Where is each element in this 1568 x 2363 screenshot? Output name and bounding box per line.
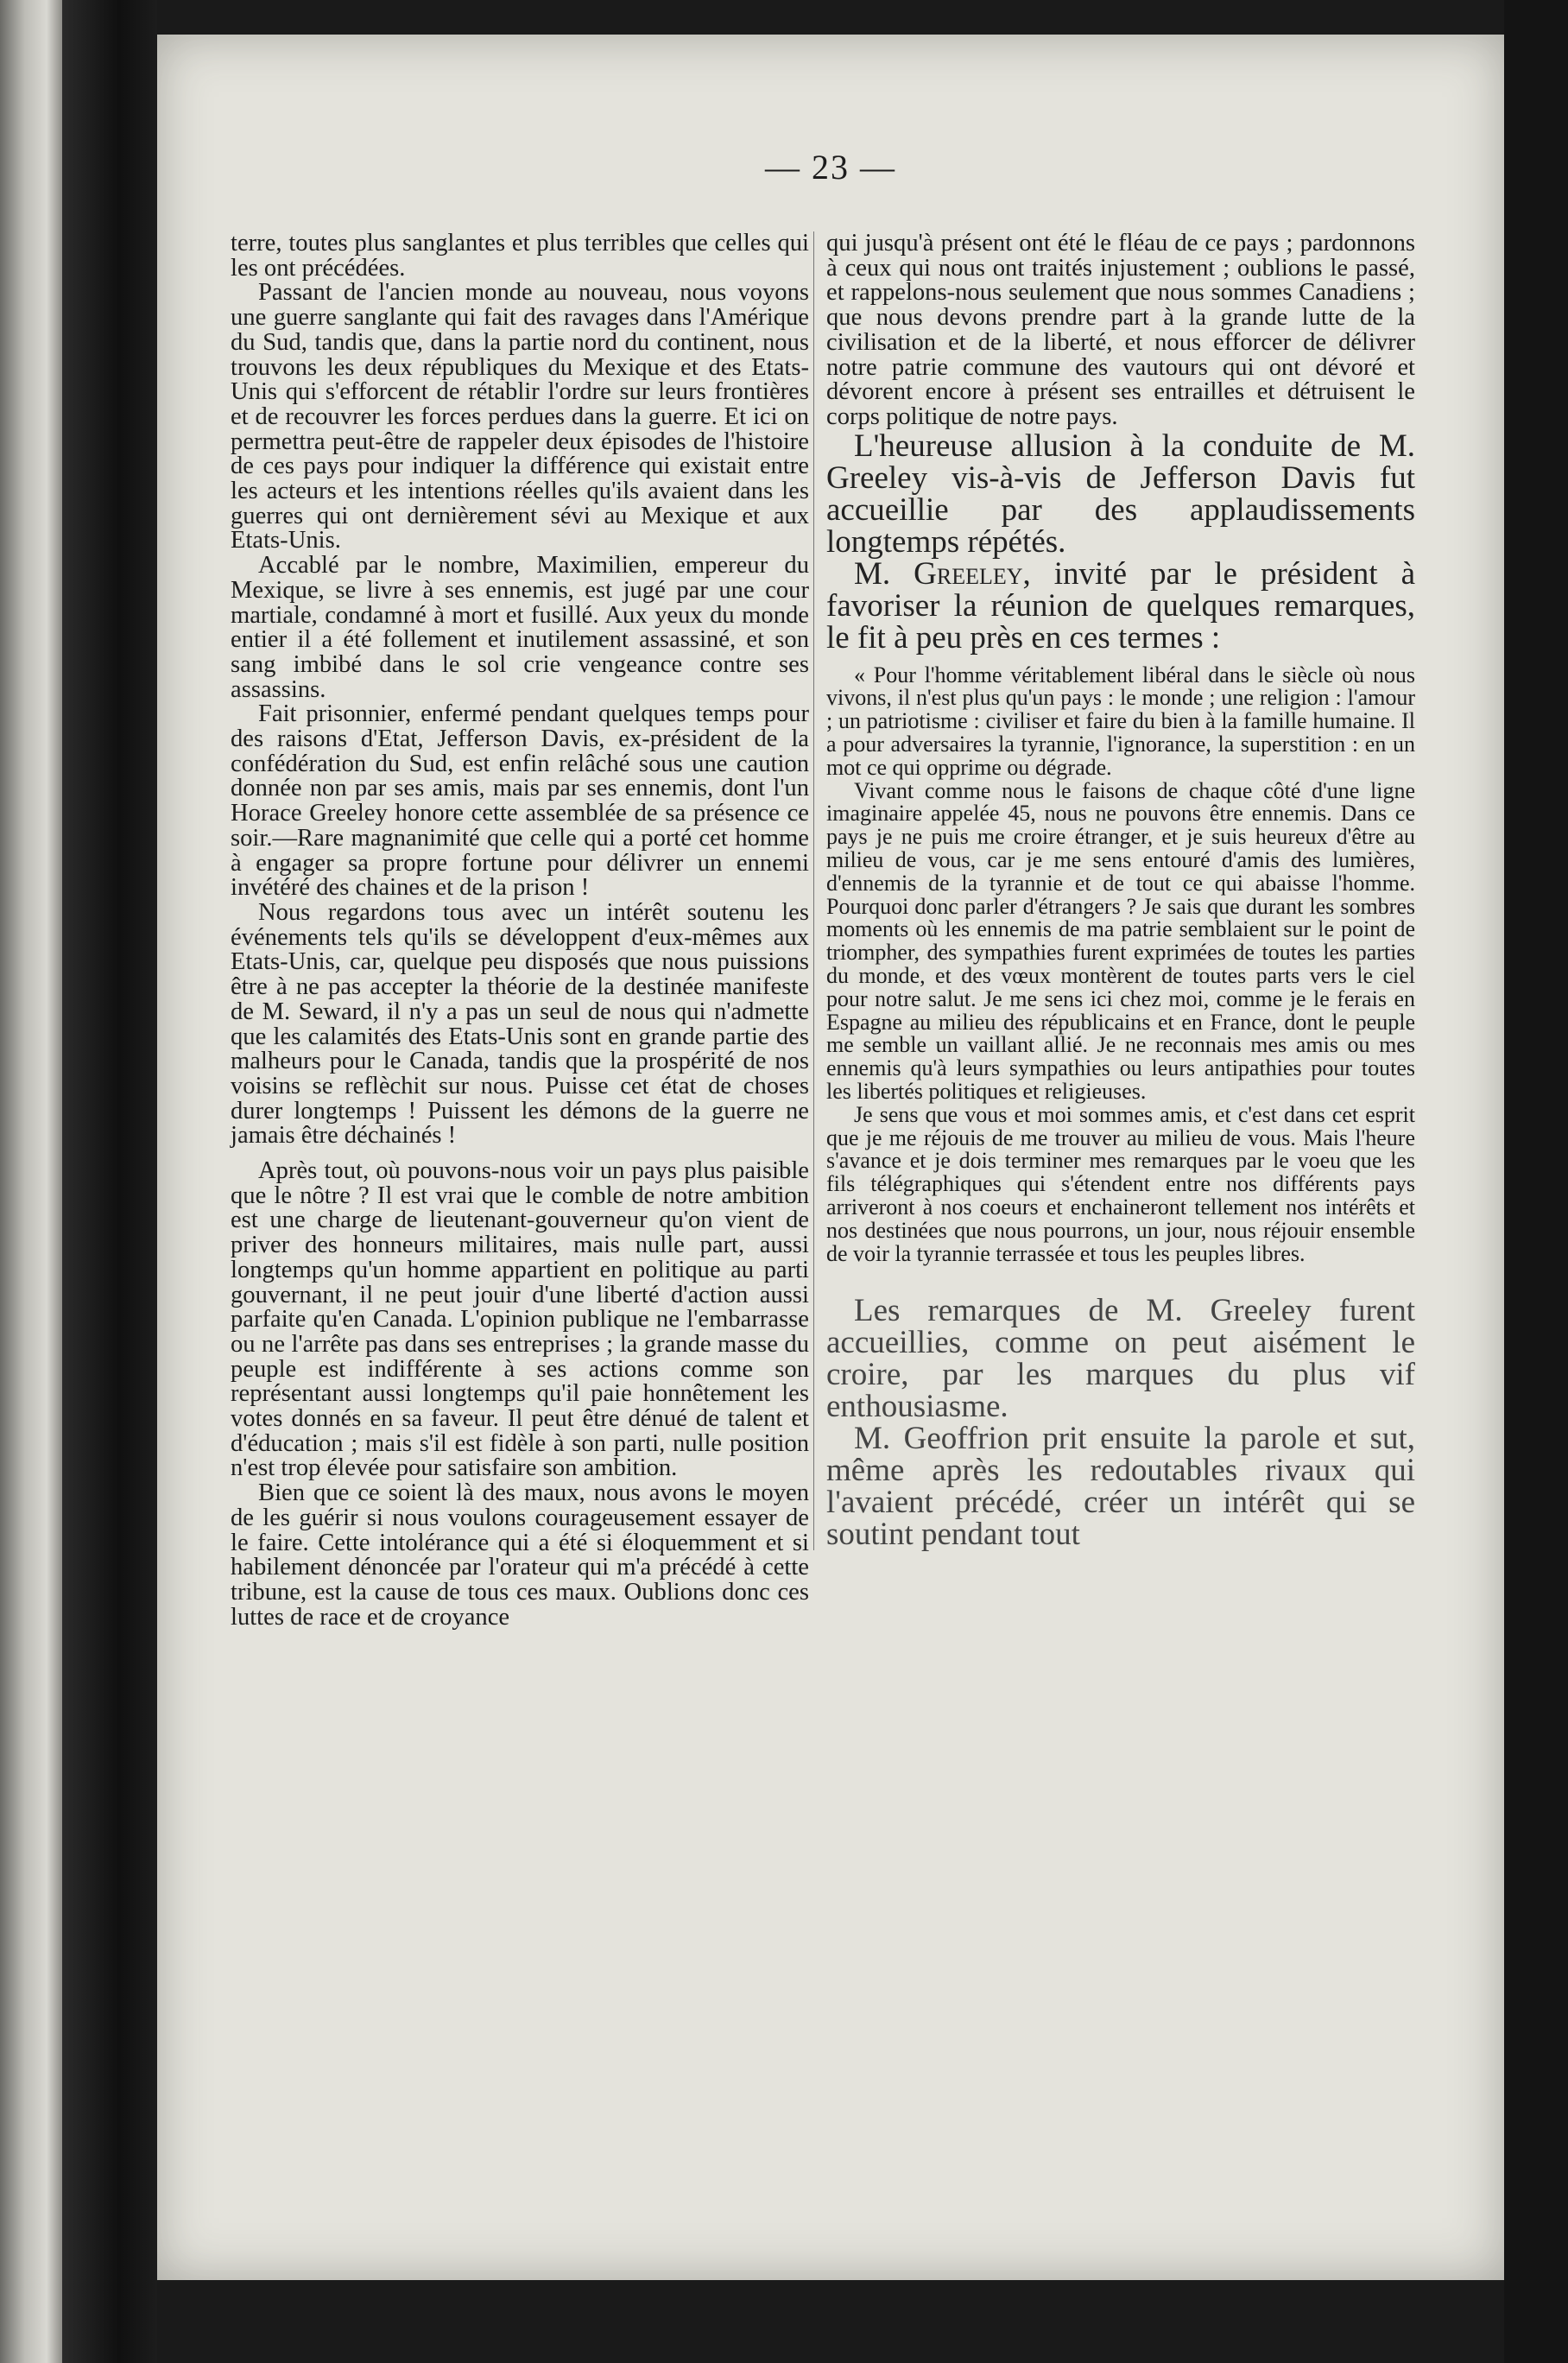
adjacent-page-edge: [0, 0, 62, 2363]
page-number: — 23 —: [765, 148, 896, 187]
paragraph: Accablé par le nombre, Maximilien, empereur du Mexique, se livre à ses ennemis, est jugé par une cour martiale, condamné à mort et fusillé. Aux yeux du monde entier il a été follement et inutilement assassiné, et son sang imbibé dans le sol crie vengeance contre ses assassins.: [231, 552, 809, 703]
paragraph: terre, toutes plus sanglantes et plus terribles que celles qui les ont précédées.: [231, 230, 809, 282]
right-column: [813, 230, 1415, 1553]
paragraph: qui jusqu'à présent ont été le fléau de ce pays ; pardonnons à ceux qui nous ont traités injustement ; oublions le passé, et rappelons-nous seulement que nous sommes Canadiens ; que nous devons prendre part à la grande lutte de la civilisation et de la liberté, et nous efforcer de délivrer notre patrie commune des vautours qui ont dévoré et dévorent encore à présent ses entrailles et détruisent le corps politique de notre pays.: [826, 230, 1415, 430]
left-column: [231, 231, 809, 1630]
paragraph: Après tout, où pouvons-nous voir un pays plus paisible que le nôtre ? Il est vrai que le comble de notre ambition est une charge de lieutenant-gouverneur qu'on vient de priver des honneurs militaires, mais nulle part, aussi longtemps qu'un homme appartient en politique au parti gouvernant, il ne peut jouir d'une liberté d'action aussi parfaite qu'en Canada. L'opinion publique ne l'embarrasse ou ne l'arrête pas dans ses entreprises ; la grande masse du peuple est indifférente à ses actions comme son représentant aussi longtemps qu'il paie honnêtement les votes donnés en sa faveur. Il peut être dénué de talent et d'éducation ; mais s'il est fidèle à son parti, nulle position n'est trop élevée pour satisfaire son ambition.: [231, 1157, 809, 1482]
paragraph: Nous regardons tous avec un intérêt soutenu les événements tels qu'ils se développent d'eux-mêmes aux Etats-Unis, car, quelque peu disposés que nous puissions être à ne pas accepter la théorie de la destinée manifeste de M. Seward, il n'y a pas un seul de nous qui n'admette que les calamités des Etats-Unis sont en grande partie des malheurs pour le Canada, tandis que la prospérité de nos voisins se reflèchit sur nous. Puisse cet état de choses durer longtemps ! Puissent les démons de la guerre ne jamais être déchainés !: [231, 898, 809, 1150]
document-page: [157, 35, 1504, 2280]
paragraph: Passant de l'ancien monde au nouveau, nous voyons une guerre sanglante qui fait des ravages dans l'Amérique du Sud, tandis que, dans la partie nord du continent, nous trouvons les deux républiques du Mexique et des Etats-Unis qui s'efforcent de rétablir l'ordre sur leurs frontières et de recouvrer les forces perdues dans la guerre. Et ici on permettra peut-être de rappeler deux épisodes de l'histoire de ces pays pour indiquer la différence qui existait entre les acteurs et les intentions réelles qu'ils avaient dans les guerres qui ont dernièrement sévi au Mexique et aux Etats-Unis.: [231, 279, 809, 554]
quote-paragraph: Je sens que vous et moi sommes amis, et c'est dans cet esprit que je me réjouis de me trouver au milieu de vous. Mais l'heure s'avance et je dois terminer mes remarques par le voeu que les fils télégraphiques qui s'étendent entre nos différents pays arriveront à nos coeurs et enchaineront tellement nos intérêts et nos destinées que nous pourrons, un jour, nous réjouir ensemble de voir la tyrannie terrassée et tous les peuples libres.: [826, 1101, 1415, 1266]
speaker-name: M. Greeley: [854, 555, 1023, 592]
narrative-paragraph: L'heureuse allusion à la conduite de M. Greeley vis-à-vis de Jefferson Davis fut accueillie par des applaudissements longtemps répétés.: [826, 428, 1415, 560]
quote-paragraph: « Pour l'homme véritablement libéral dans le siècle où nous vivons, il n'est plus qu'un pays : le monde ; une religion : l'amour ; un patriotisme : civiliser et faire du bien à la famille humaine. Il a pour adversaires la tyrannie, l'ignorance, la superstition : en un mot ce qui opprime ou dégrade.: [826, 662, 1415, 780]
paragraph: Bien que ce soient là des maux, nous avons le moyen de les guérir si nous voulons courageusement essayer de le faire. Cette intolérance qui a été si éloquemment et si habilement dénoncée par l'orateur qui m'a précédé à cette tribune, est la cause de tous ces maux. Oublions donc ces luttes de race et de croyance: [231, 1479, 809, 1631]
scan-border: [1504, 0, 1568, 2363]
narrative-paragraph: [826, 555, 1415, 656]
narrative-text: , invité par le président à favoriser la réunion de quelques remarques, le fit à peu près en ces termes :: [826, 555, 1415, 656]
book-gutter: [62, 0, 157, 2363]
paragraph: Fait prisonnier, enfermé pendant quelques temps pour des raisons d'Etat, Jefferson Davis, ex-président de la confédération du Sud, est enfin relâché sous une caution donnée non par ses amis, mais par ses ennemis, dont l'un Horace Greeley honore cette assemblée de sa présence ce soir.—Rare magnanimité que celle qui a porté cet homme à engager sa propre fortune pour délivrer un ennemi invétéré des chaines et de la prison !: [231, 700, 809, 902]
closing-paragraph: M. Geoffrion prit ensuite la parole et sut, même après les redoutables rivaux qui l'avaient précédé, créer un intérêt qui se soutint pendant tout: [826, 1421, 1415, 1553]
closing-paragraph: Les remarques de M. Greeley furent accueillies, comme on peut aisément le croire, par les marques du plus vif enthousiasme.: [826, 1293, 1415, 1425]
quote-paragraph: Vivant comme nous le faisons de chaque côté d'une ligne imaginaire appelée 45, nous ne pouvons être ennemis. Dans ce pays je ne puis me croire étranger, et je suis heureux d'être au milieu de vous, car je me sens entouré d'amis des lumières, d'ennemis de la tyrannie et de tout ce qui abaisse l'homme. Pourquoi donc parler d'étrangers ? Je sais que durant les sombres moments où les ennemis de ma patrie semblaient sur le point de triompher, des sympathies furent exprimées de toutes les parties du monde, et des vœux montèrent de toutes parts vers le ciel pour notre salut. Je me sens ici chez moi, comme je le ferais en Espagne au milieu des républicains et en France, dont le peuple me semble un vaillant allié. Je ne reconnais mes amis ou mes ennemis qu'à leurs sympathies ou leurs antipathies pour toutes les libertés politiques et religieuses.: [826, 777, 1415, 1104]
